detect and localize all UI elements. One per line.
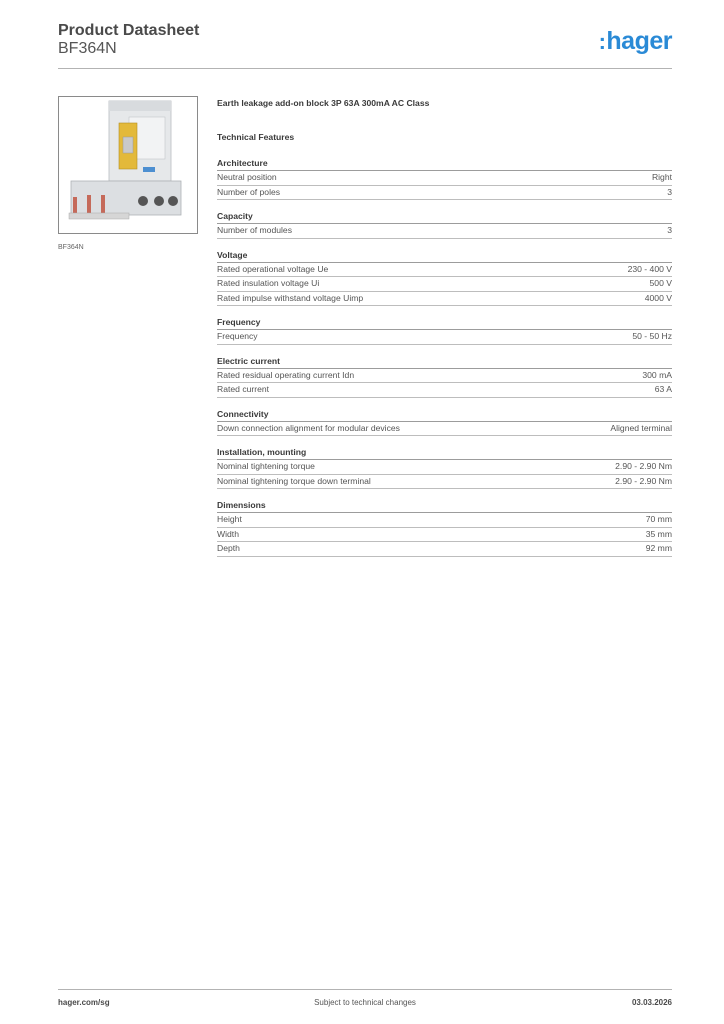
spec-value: 300 mA: [642, 369, 672, 380]
technical-features-heading: Technical Features: [217, 132, 295, 142]
spec-group: [217, 156, 672, 200]
spec-value: 4000 V: [644, 292, 672, 303]
spec-value: 2.90 - 2.90 Nm: [615, 461, 672, 471]
spec-value: 50 - 50 Hz: [632, 331, 672, 341]
spec-group-title: Voltage: [217, 248, 672, 263]
spec-group: [217, 445, 672, 489]
logo-colon-mark: :: [598, 29, 606, 54]
logo-text: hager: [606, 27, 672, 55]
spec-value: 70 mm: [645, 514, 672, 524]
spec-value: 63 A: [654, 384, 672, 394]
spec-label: Rated current: [217, 384, 270, 394]
spec-group-title: Installation, mounting: [217, 445, 672, 460]
product-code: BF364N: [58, 40, 117, 57]
spec-value: 92 mm: [645, 543, 672, 553]
page-footer: [58, 998, 672, 1010]
spec-label: Nominal tightening torque: [217, 461, 315, 471]
spec-row: [217, 277, 672, 292]
spec-label: Number of modules: [217, 225, 292, 235]
spec-value: 3: [667, 186, 672, 197]
spec-value: 230 - 400 V: [627, 263, 672, 274]
spec-row: [217, 186, 672, 201]
spec-label: Rated insulation voltage Ui: [217, 278, 320, 288]
spec-label: Neutral position: [217, 172, 277, 182]
spec-value: 3: [667, 225, 672, 235]
spec-group-title: Dimensions: [217, 498, 672, 513]
spec-row: [217, 422, 672, 437]
spec-group: [217, 407, 672, 437]
spec-value: 500 V: [649, 278, 672, 288]
spec-label: Depth: [217, 543, 240, 553]
spec-content: [217, 96, 672, 566]
spec-row: [217, 475, 672, 490]
header-divider: [58, 68, 672, 69]
spec-row: [217, 542, 672, 557]
spec-group-title: Electric current: [217, 354, 672, 369]
spec-group-title: Connectivity: [217, 407, 672, 422]
page-title: Product Datasheet: [58, 22, 200, 39]
spec-group: [217, 354, 672, 398]
product-description: Earth leakage add-on block 3P 63A 300mA AC Class: [217, 98, 430, 108]
spec-value: Aligned terminal: [610, 422, 672, 433]
spec-row: [217, 292, 672, 307]
spec-group: [217, 209, 672, 239]
spec-label: Number of poles: [217, 186, 281, 197]
spec-label: Width: [217, 528, 239, 539]
product-image: [58, 96, 198, 234]
footer-divider: [58, 989, 672, 990]
spec-row: [217, 513, 672, 528]
spec-group: [217, 315, 672, 345]
spec-row: [217, 528, 672, 543]
spec-group: [217, 248, 672, 307]
brand-logo: [599, 28, 672, 55]
spec-row: [217, 330, 672, 345]
spec-row: [217, 224, 672, 239]
spec-label: Rated operational voltage Ue: [217, 263, 329, 274]
spec-value: Right: [651, 172, 672, 182]
spec-row: [217, 460, 672, 475]
spec-value: 2.90 - 2.90 Nm: [615, 475, 672, 486]
spec-group-title: Frequency: [217, 315, 672, 330]
spec-value: 35 mm: [645, 528, 672, 539]
spec-label: Frequency: [217, 331, 258, 341]
spec-group-title: Capacity: [217, 209, 672, 224]
image-caption: BF364N: [58, 244, 84, 251]
spec-group-title: Architecture: [217, 156, 672, 171]
spec-label: Nominal tightening torque down terminal: [217, 475, 371, 486]
page-header: [58, 22, 672, 58]
spec-row: [217, 263, 672, 278]
spec-groups: [217, 156, 672, 557]
spec-label: Rated residual operating current Idn: [217, 369, 355, 380]
spec-label: Down connection alignment for modular devices: [217, 422, 400, 433]
spec-row: [217, 369, 672, 384]
spec-group: [217, 498, 672, 557]
footer-website: hager.com/sg: [58, 998, 110, 1007]
spec-row: [217, 383, 672, 398]
spec-label: Rated impulse withstand voltage Uimp: [217, 292, 364, 303]
footer-notice: Subject to technical changes: [314, 998, 416, 1007]
product-photo-illustration: [59, 97, 197, 233]
spec-row: [217, 171, 672, 186]
spec-label: Height: [217, 514, 242, 524]
footer-date: 03.03.2026: [631, 998, 672, 1007]
